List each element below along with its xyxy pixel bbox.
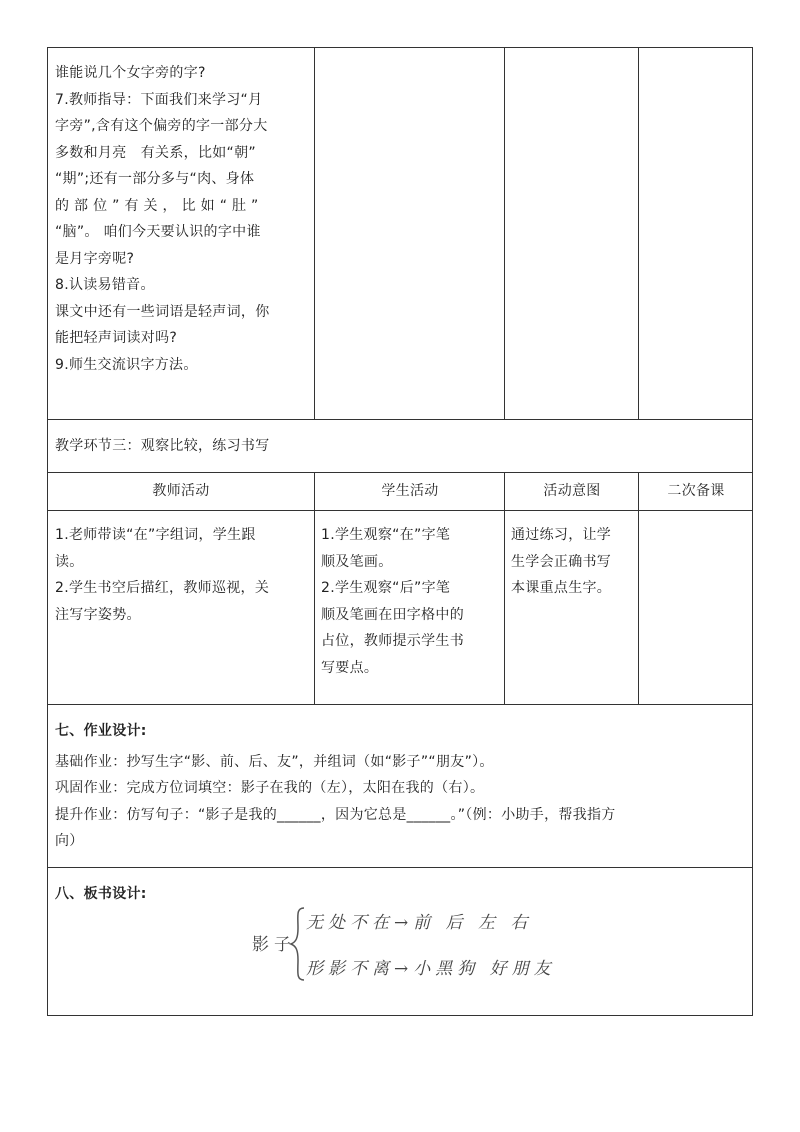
text-line: 本课重点生字。: [511, 580, 612, 596]
row-divider-1: [47, 419, 753, 420]
col-divider-3-top: [638, 47, 639, 420]
header-label: 二次备课: [667, 483, 725, 499]
table-left-border: [47, 47, 48, 1016]
section3-title: [55, 433, 270, 460]
section3-title-text: 教学环节三：观察比较，练习书写: [55, 438, 270, 454]
homework-advance-line-2: 向）: [55, 833, 84, 849]
header-second-prep: [639, 478, 753, 505]
table-top-border: [47, 47, 753, 48]
col-divider-2-top: [504, 47, 505, 420]
board-title: 八、板书设计:: [55, 886, 147, 902]
text-line: 顺及笔画在田字格中的: [321, 606, 464, 623]
text-line: “脑”。 咱们今天要认识的字中谁: [55, 224, 261, 240]
curly-brace-icon: [288, 906, 308, 982]
col-divider-1-top: [314, 47, 315, 420]
text-line: 的 部 位 ” 有 关 ， 比 如 “ 肚 ”: [55, 197, 259, 214]
text-line: 读。: [55, 553, 84, 570]
text-line: 7.教师指导：下面我们来学习“月: [55, 91, 263, 108]
text-line: 课文中还有一些词语是轻声词，你: [55, 303, 270, 320]
header-label: 学生活动: [381, 483, 439, 499]
row-divider-5: [47, 867, 753, 868]
header-student-activity: [315, 478, 505, 505]
row-divider-2: [47, 472, 753, 473]
text-line: 生学会正确书写: [511, 553, 612, 570]
text-line: 注写字姿势。: [55, 606, 141, 623]
text-line: 谁能说几个女字旁的字?: [55, 65, 206, 81]
section3-teacher-cell: [55, 522, 311, 628]
homework-title: 七、作业设计:: [55, 723, 147, 739]
text-line: 顺及笔画。: [321, 553, 393, 570]
text-line: 字旁”,含有这个偏旁的字一部分大: [55, 118, 268, 134]
header-label: 教师活动: [152, 483, 210, 499]
text-line: “期”;还有一部分多与“肉、身体: [55, 171, 255, 187]
section3-intent-cell: [511, 522, 636, 602]
homework-basic: 基础作业：抄写生字“影、前、后、友”，并组词（如“影子”“朋友”）。: [55, 753, 494, 770]
text-line: 1.学生观察“在”字笔: [321, 527, 451, 543]
text-line: 1.老师带读“在”字组词，学生跟: [55, 527, 256, 543]
col-divider-3-mid: [638, 472, 639, 705]
text-line: 8.认读易错音。: [55, 277, 155, 293]
col-divider-1-mid: [314, 472, 315, 705]
text-line: 9.师生交流识字方法。: [55, 356, 198, 373]
header-teacher-activity: [47, 478, 315, 505]
text-line: 是月字旁呢?: [55, 250, 135, 267]
row-divider-4: [47, 704, 753, 705]
board-line-1: 无处不在→前 后 左 右: [306, 913, 533, 933]
table-right-border: [752, 47, 753, 1016]
board-line-2: 形影不离→小黑狗 好朋友: [306, 959, 556, 979]
homework-advance-line-1: 提升作业：仿写句子：“影子是我的______，因为它总是______。”（例：小助手，帮我指方: [55, 806, 616, 823]
text-line: 占位，教师提示学生书: [321, 633, 464, 649]
text-line: 写要点。: [321, 659, 379, 676]
homework-section: [55, 718, 750, 855]
homework-consolidate: 巩固作业：完成方位词填空：影子在我的（左），太阳在我的（右）。: [55, 780, 485, 796]
row-divider-3: [47, 510, 753, 511]
text-line: 2.学生书空后描红，教师巡视，关: [55, 580, 270, 596]
section3-student-cell: [321, 522, 503, 681]
top-teacher-activity-cell: [55, 60, 311, 378]
header-label: 活动意图: [543, 483, 601, 499]
text-line: 通过练习，让学: [511, 527, 612, 543]
text-line: 多数和月亮 有关系，比如“朝”: [55, 144, 256, 161]
header-activity-intent: [505, 478, 639, 505]
text-line: 能把轻声词读对吗?: [55, 330, 178, 346]
table-bottom-border: [47, 1015, 753, 1016]
board-sketch: [248, 904, 568, 984]
col-divider-2-mid: [504, 472, 505, 705]
text-line: 2.学生观察“后”字笔: [321, 580, 451, 596]
board-center-word: 影子: [252, 935, 296, 955]
